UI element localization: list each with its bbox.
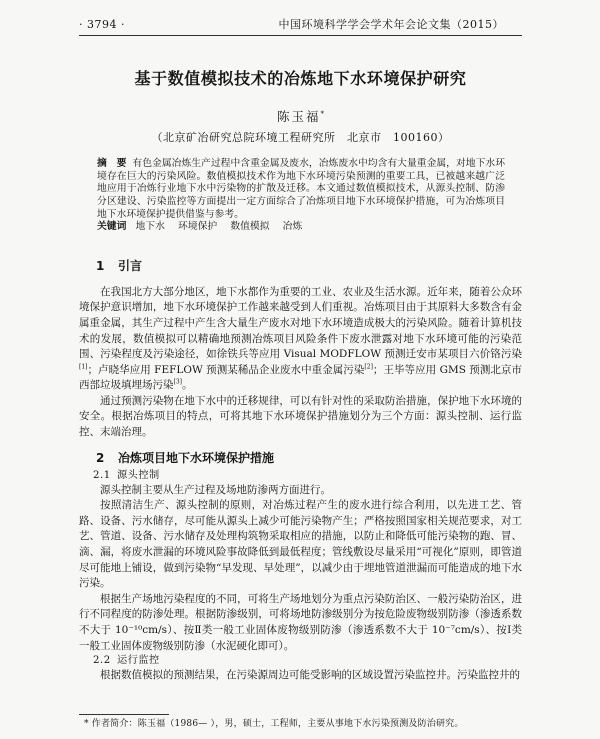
paragraph: 按照清洁生产、源头控制的原则，对冶炼过程产生的废水进行综合利用，以先进工艺、管路、设备、污水储存，尽可能从源头上减少可能污染物产生；严格按照国家相关规范要求，对工艺、管道、设备、污水储存及处理构筑物采取相应的措施，以防止和降低可能污染物的跑、冒、滴、漏，将废水泄漏的环境风险事故降低到最低程度；管线敷设尽量采用“可视化”原则，即管道尽可能地上铺设，做到污染物“早发现、早处理”，以减少由于埋地管道泄漏而可能造成的地下水污染。 <box>79 499 522 590</box>
keyword: 地下水 <box>135 221 165 233</box>
section-heading-introduction <box>96 258 522 274</box>
keyword: 冶炼 <box>282 221 303 233</box>
author-footnote-mark: * <box>320 110 324 118</box>
keywords <box>79 221 522 234</box>
abstract-label: 摘 要 <box>97 158 127 170</box>
subsection-title: 源头控制 <box>117 469 160 481</box>
paragraph: 通过预测污染物在地下水中的迁移规律，可以有针对性的采取防治措施，保护地下水环境的安全。根据冶炼项目的特点，可将其地下水环境保护措施划分为三个方面：源头控制、运行监控、末端治理。 <box>79 394 522 439</box>
subsection-heading-monitoring <box>93 654 522 668</box>
paragraph: 根据数值模拟的预测结果，在污染源周边可能受影响的区域设置污染监控井。污染监控井的 <box>100 669 520 682</box>
paper-title: 基于数值模拟技术的冶炼地下水环境保护研究 <box>134 69 467 88</box>
keywords-label: 关键词 <box>97 221 127 233</box>
section-title: 冶炼项目地下水环境保护措施 <box>118 450 275 465</box>
section-title: 引言 <box>118 258 143 273</box>
journal-name: 中国环境科学学会学术年会论文集（2015） <box>278 18 504 31</box>
paragraph-text: ；王毕等应用 GMS 预测北京市西部垃圾填埋场污染 <box>79 363 522 392</box>
running-head <box>79 18 522 36</box>
section-number: 1 <box>96 258 105 273</box>
author-name: 陈玉福 <box>276 109 321 125</box>
section-number: 2 <box>96 450 105 465</box>
subsection-number: 2.2 <box>93 655 111 667</box>
footnote-divider <box>79 714 169 715</box>
subsection-heading-source-control <box>93 469 522 483</box>
paragraph <box>79 285 522 394</box>
subsection-number: 2.1 <box>93 469 111 481</box>
abstract-text: 有色金属冶炼生产过程中含重金属及废水，冶炼废水中均含有大量重金属，对地下水环境存在巨大的污染风险。数值模拟技术作为地下水环境污染预测的重要工具，已被越来越广泛地应用于冶炼行业地下水中污染物的扩散及迁移。本文通过数值模拟技术，从源头控制、防渗分区建设、污染监控等方面提出一定方面综合了冶炼项目地下水环境保护措施，可为冶炼项目地下水环境保护提供借鉴与参考。 <box>97 158 506 220</box>
paragraph-text: ；卢晓华应用 FEFLOW 预测某稀品企业废水中重金属污染 <box>87 363 365 376</box>
paragraph-text: 。 <box>182 379 193 392</box>
affiliation: （北京矿冶研究总院环境工程研究所 北京市 100160） <box>151 131 450 145</box>
citation-ref: [1] <box>79 363 88 371</box>
citation-ref: [3] <box>173 378 182 386</box>
abstract <box>79 158 522 221</box>
author-line <box>79 106 522 125</box>
keyword: 环境保护 <box>178 221 218 233</box>
keyword: 数值模拟 <box>230 221 270 233</box>
citation-ref: [2] <box>364 363 373 371</box>
section-heading-measures <box>96 450 522 466</box>
paragraph: 源头控制主要从生产过程及场地防渗两方面进行。 <box>100 483 331 496</box>
subsection-title: 运行监控 <box>117 655 160 667</box>
paragraph-text: 在我国北方大部分地区，地下水都作为重要的工业、农业及生活水源。近年来，随着公众环境保护意识增加，地下水环境保护工作越来越受到人们重视。冶炼项目由于其原料大多数含有金属重金属，其生产过程中产生含大量生产废水对地下水环境造成极大的污染风险。随着计算机技术的发展，数值模拟可以精确地预测冶炼项目风险条件下废水泄露对地下水环境可能的污染范围、污染程度及污染途径，如徐铁兵等应用 Visual MODFLOW 预测迁安市某项目六价铬污染 <box>79 285 522 361</box>
paragraph: 根据生产场地污染程度的不同，可将生产场地划分为重点污染防治区、一般污染防治区，进行不同程度的防渗处理。根据防渗级别，可将场地防渗级别分为按危险废物级别防渗（渗透系数不大于 10⁻¹⁰cm/s）、按Ⅱ类一般工业固体废物级别防渗（渗透系数不大于 10⁻⁷cm/s）、按Ⅰ类一般工业固体废物级别防渗（水泥硬化即可）。 <box>79 592 522 652</box>
page-number: · 3794 · <box>79 18 125 31</box>
author-footnote: * 作者简介：陈玉福（1986— ），男，硕士，工程师，主要从事地下水污染预测及防治研究。 <box>84 719 464 729</box>
